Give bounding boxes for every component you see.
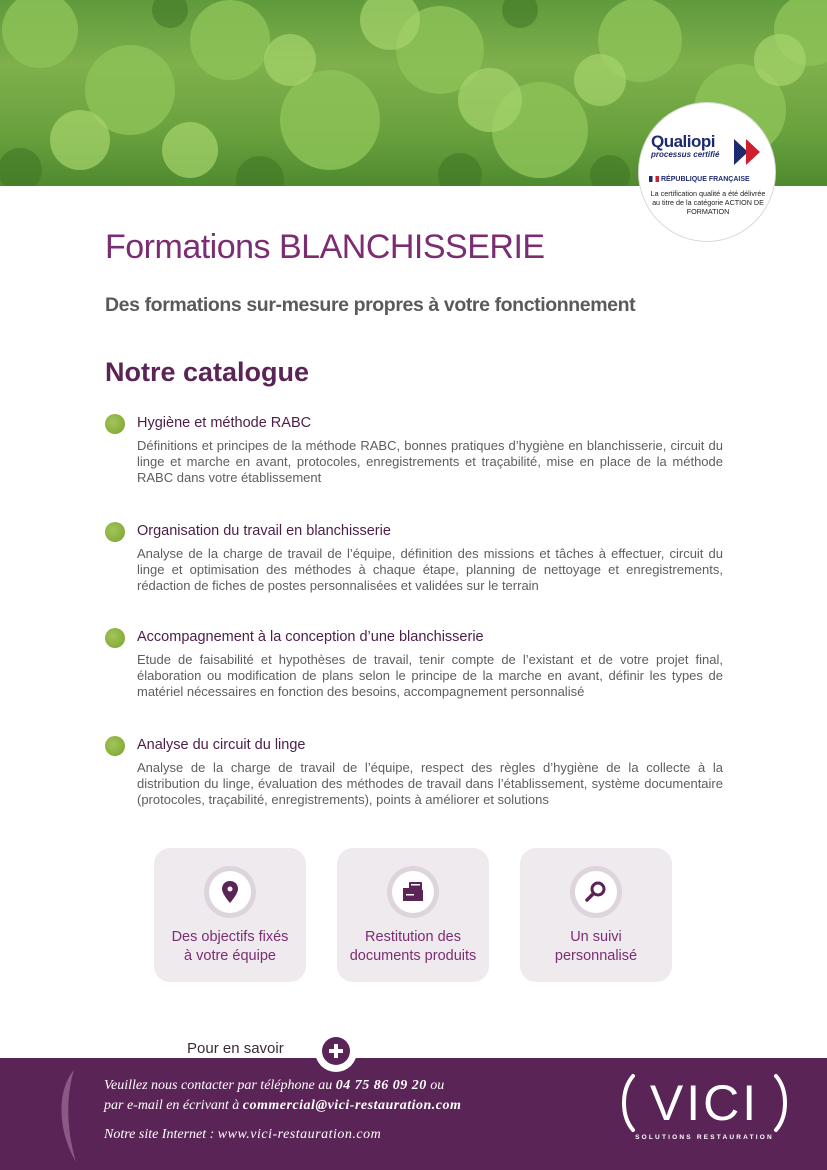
website-link[interactable]: www.vici-restauration.com <box>217 1127 382 1142</box>
contact-phone-line: Veuillez nous contacter par téléphone au 04 75 86 09 20 ou <box>104 1078 445 1093</box>
contact-email-line: par e-mail en écrivant à commercial@vici-restauration.com <box>104 1098 462 1113</box>
website-line: Notre site Internet : www.vici-restauration.com <box>104 1127 382 1142</box>
bullet-icon <box>105 414 125 434</box>
bullet-icon <box>105 522 125 542</box>
page-subtitle: Des formations sur-mesure propres à votre fonctionnement <box>105 294 636 316</box>
catalog-item-title: Organisation du travail en blanchisserie <box>137 523 391 539</box>
qualiopi-arrows-icon <box>734 137 766 167</box>
feature-label-line1: Restitution des <box>365 929 461 945</box>
republic-label: RÉPUBLIQUE FRANÇAISE <box>661 176 750 183</box>
plus-icon <box>322 1037 350 1065</box>
certification-text: La certification qualité a été délivrée au titre de la catégorie ACTION DE FORMATION <box>650 189 766 216</box>
catalog-title: Notre catalogue <box>105 357 310 387</box>
feature-label-line1: Des objectifs fixés <box>171 929 289 945</box>
magnifier-icon <box>584 880 608 904</box>
learn-more-button[interactable] <box>315 1030 357 1072</box>
bullet-icon <box>105 628 125 648</box>
feature-label-line2: documents produits <box>349 948 477 964</box>
catalog-item-title: Hygiène et méthode RABC <box>137 415 312 431</box>
catalog-item-description: Etude de faisabilité et hypothèses de travail, tenir compte de l’existant et de votre projet final, élaboration ou modification de plans selon le principe de la marche en avant, définir les types de matériel nécessaires en fonction des besoins, accompagnement personnalisé <box>137 652 723 699</box>
qualiopi-brand: Qualiopi <box>651 132 715 151</box>
catalog-item-title: Analyse du circuit du linge <box>137 737 306 753</box>
qualiopi-seal <box>638 102 776 242</box>
feature-follow-up <box>520 848 672 982</box>
feature-label-line2: personnalisé <box>554 948 638 964</box>
vici-logo <box>617 1072 792 1152</box>
email-link[interactable]: commercial@vici-restauration.com <box>242 1098 462 1113</box>
footer <box>0 1058 827 1170</box>
feature-label-line1: Un suivi <box>570 929 622 945</box>
phone-number[interactable]: 04 75 86 09 20 <box>335 1078 427 1093</box>
feature-documents <box>337 848 489 982</box>
page-title: Formations BLANCHISSERIE <box>105 228 545 266</box>
bullet-icon <box>105 736 125 756</box>
catalog-item-title: Accompagnement à la conception d’une blanchisserie <box>137 629 484 645</box>
logo-subtitle: SOLUTIONS RESTAURATION <box>635 1134 774 1141</box>
feature-objectives <box>154 848 306 982</box>
location-pin-icon <box>218 880 242 904</box>
catalog-item-description: Analyse de la charge de travail de l’équipe, définition des missions et tâches à effectuer, circuit du linge et optimisation des méthodes à chaque étape, planning de nettoyage et enregistrements, rédaction de fiches de postes personnalisées et validées sur le terrain <box>137 546 723 593</box>
decorative-curve-icon <box>52 1068 82 1164</box>
learn-more-label: Pour en savoir <box>187 1040 284 1057</box>
logo-word: VICI <box>649 1075 760 1131</box>
catalog-item-description: Définitions et principes de la méthode RABC, bonnes pratiques d’hygiène en blanchisserie, circuit du linge et marche en avant, protocoles, enregistrements et traçabilité, mise en place de la méthode RABC dans votre établissement <box>137 438 723 485</box>
folder-icon <box>401 880 425 904</box>
french-flag-icon <box>649 176 659 182</box>
catalog-item-description: Analyse de la charge de travail de l’équipe, respect des règles d’hygiène de la collecte à la distribution du linge, évaluation des méthodes de travail dans l’établissement, système documentaire (protocoles, traçabilité, enregistrements), points à améliorer et solutions <box>137 760 723 807</box>
feature-label-line2: à votre équipe <box>184 948 276 964</box>
qualiopi-tagline: processus certifié <box>651 150 720 159</box>
